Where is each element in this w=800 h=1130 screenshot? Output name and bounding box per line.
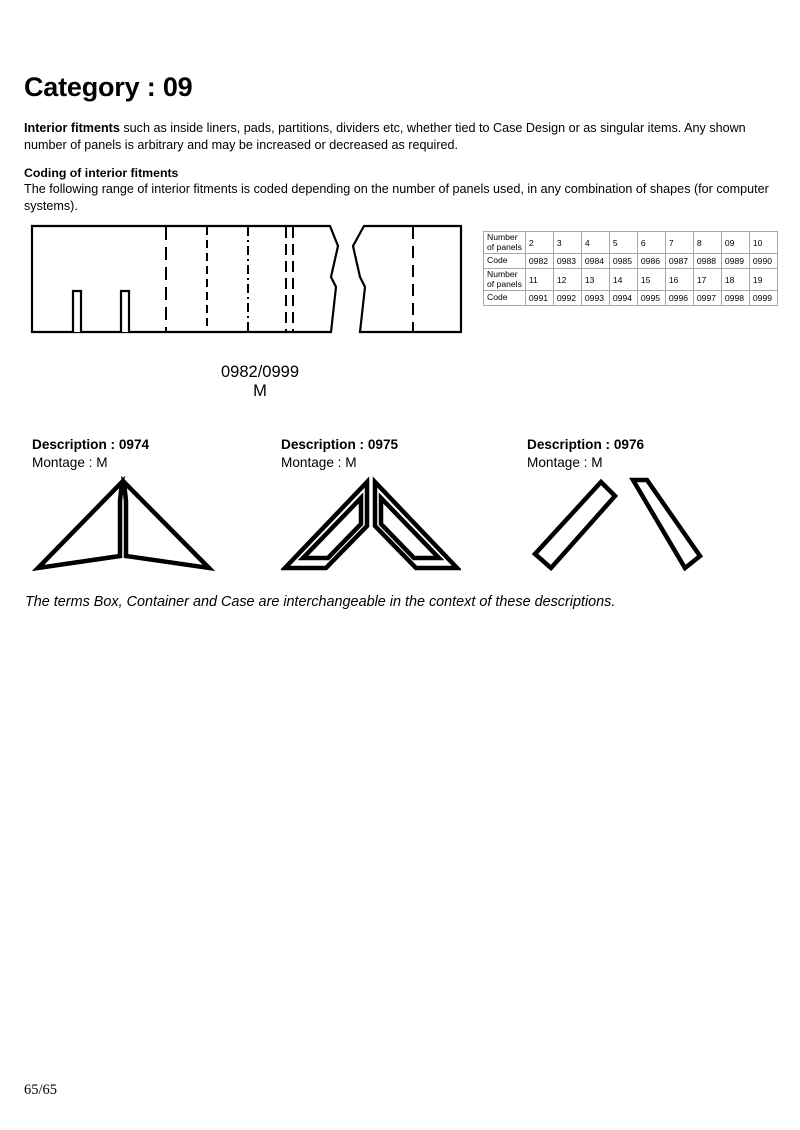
description-montage-0974: Montage : M: [32, 455, 108, 470]
cell-panels-6: 7: [665, 232, 693, 254]
cell-code-6: 0987: [665, 254, 693, 269]
shape-a-slot-2: [121, 291, 129, 332]
description-figure-0974: [32, 476, 217, 576]
cell-panels2-6: 16: [665, 269, 693, 291]
cell-panels-4: 5: [609, 232, 637, 254]
cell-code-8: 0989: [721, 254, 749, 269]
cell-code2-6: 0996: [665, 291, 693, 306]
cell-code2-9: 0999: [749, 291, 777, 306]
cell-code-9: 0990: [749, 254, 777, 269]
description-block-0975: [281, 437, 461, 576]
shape-b-outline: [353, 226, 461, 332]
description-block-0976: [527, 437, 712, 576]
description-title-0976: Description : 0976: [527, 437, 645, 452]
table-row: [484, 254, 778, 269]
cell-code-3: 0984: [581, 254, 609, 269]
cell-code2-7: 0997: [693, 291, 721, 306]
page-number: 65/65: [24, 1082, 58, 1098]
cell-panels2-5: 15: [637, 269, 665, 291]
figure-0976-right-bar: [633, 480, 700, 568]
cell-panels2-7: 17: [693, 269, 721, 291]
row-header-code-2: Code: [484, 291, 526, 306]
cell-code-2: 0983: [553, 254, 581, 269]
cell-panels2-1: 11: [525, 269, 553, 291]
cell-panels-8: 09: [721, 232, 749, 254]
footnote-text: The terms Box, Container and Case are interchangeable in the context of these descriptions.: [25, 594, 616, 610]
row-header-line1: Number: [487, 232, 518, 242]
description-figure-0975: [281, 476, 461, 576]
intro-rest-text: such as inside liners, pads, partitions, dividers etc, whether tied to Case Design or as singular items. Any shown number of panels is arbitrary and may be increased or decreased as required.: [24, 121, 746, 152]
figure-0975-right-inner: [381, 498, 439, 558]
coding-heading: Coding of interior fitments: [24, 166, 179, 180]
intro-lead-term: Interior fitments: [24, 121, 120, 135]
coding-body-text: The following range of interior fitments is coded depending on the number of panels used, in any combination of shapes (for computer systems).: [24, 182, 769, 213]
cell-panels2-3: 13: [581, 269, 609, 291]
description-montage-0976: Montage : M: [527, 455, 603, 470]
table-row: [484, 232, 778, 254]
table-row: [484, 291, 778, 306]
cell-code-1: 0982: [525, 254, 553, 269]
cell-code-4: 0985: [609, 254, 637, 269]
shape-a-slot-1: [73, 291, 81, 332]
row-header-2-line2: of panels: [487, 278, 522, 289]
panel-code-table: [483, 231, 778, 306]
cell-panels-9: 10: [749, 232, 777, 254]
table-row: [484, 269, 778, 291]
drawing-montage-letter: M: [253, 382, 267, 400]
figure-0974-right-wing: [124, 482, 209, 568]
description-montage-0975: Montage : M: [281, 455, 357, 470]
cell-panels-7: 8: [693, 232, 721, 254]
figure-0975-left-inner: [303, 498, 361, 558]
page-title: Category : 09: [24, 72, 193, 102]
panel-technical-drawing: [20, 224, 480, 336]
figure-0975-right-outer: [375, 482, 457, 568]
description-title-0975: Description : 0975: [281, 437, 399, 452]
cell-panels2-8: 18: [721, 269, 749, 291]
figure-0976-left-bar: [535, 482, 615, 568]
cell-panels-5: 6: [637, 232, 665, 254]
description-block-0974: [32, 437, 217, 576]
cell-code2-8: 0998: [721, 291, 749, 306]
figure-double-hollow-chevron: [281, 476, 461, 576]
panel-drawing-svg: [20, 224, 480, 336]
figure-two-angled-bars: [527, 476, 712, 576]
figure-triangle-with-divider: [32, 476, 217, 576]
cell-panels-2: 3: [553, 232, 581, 254]
description-figure-0976: [527, 476, 712, 576]
cell-panels-1: 2: [525, 232, 553, 254]
cell-code2-4: 0994: [609, 291, 637, 306]
row-header-panels: [484, 232, 526, 254]
cell-panels2-2: 12: [553, 269, 581, 291]
row-header-line2: of panels: [487, 241, 522, 252]
intro-paragraph: [24, 120, 772, 154]
figure-0974-left-wing: [38, 482, 122, 568]
figure-0975-left-outer: [285, 482, 367, 568]
cell-code2-5: 0995: [637, 291, 665, 306]
row-header-panels-2: [484, 269, 526, 291]
cell-code2-3: 0993: [581, 291, 609, 306]
row-header-code: Code: [484, 254, 526, 269]
drawing-code-label: [160, 363, 360, 401]
row-header-2-line1: Number: [487, 269, 518, 279]
cell-panels-3: 4: [581, 232, 609, 254]
cell-code2-1: 0991: [525, 291, 553, 306]
cell-code2-2: 0992: [553, 291, 581, 306]
description-title-0974: Description : 0974: [32, 437, 150, 452]
cell-panels2-9: 19: [749, 269, 777, 291]
cell-code-5: 0986: [637, 254, 665, 269]
drawing-code-range: 0982/0999: [221, 363, 299, 381]
cell-panels2-4: 14: [609, 269, 637, 291]
cell-code-7: 0988: [693, 254, 721, 269]
